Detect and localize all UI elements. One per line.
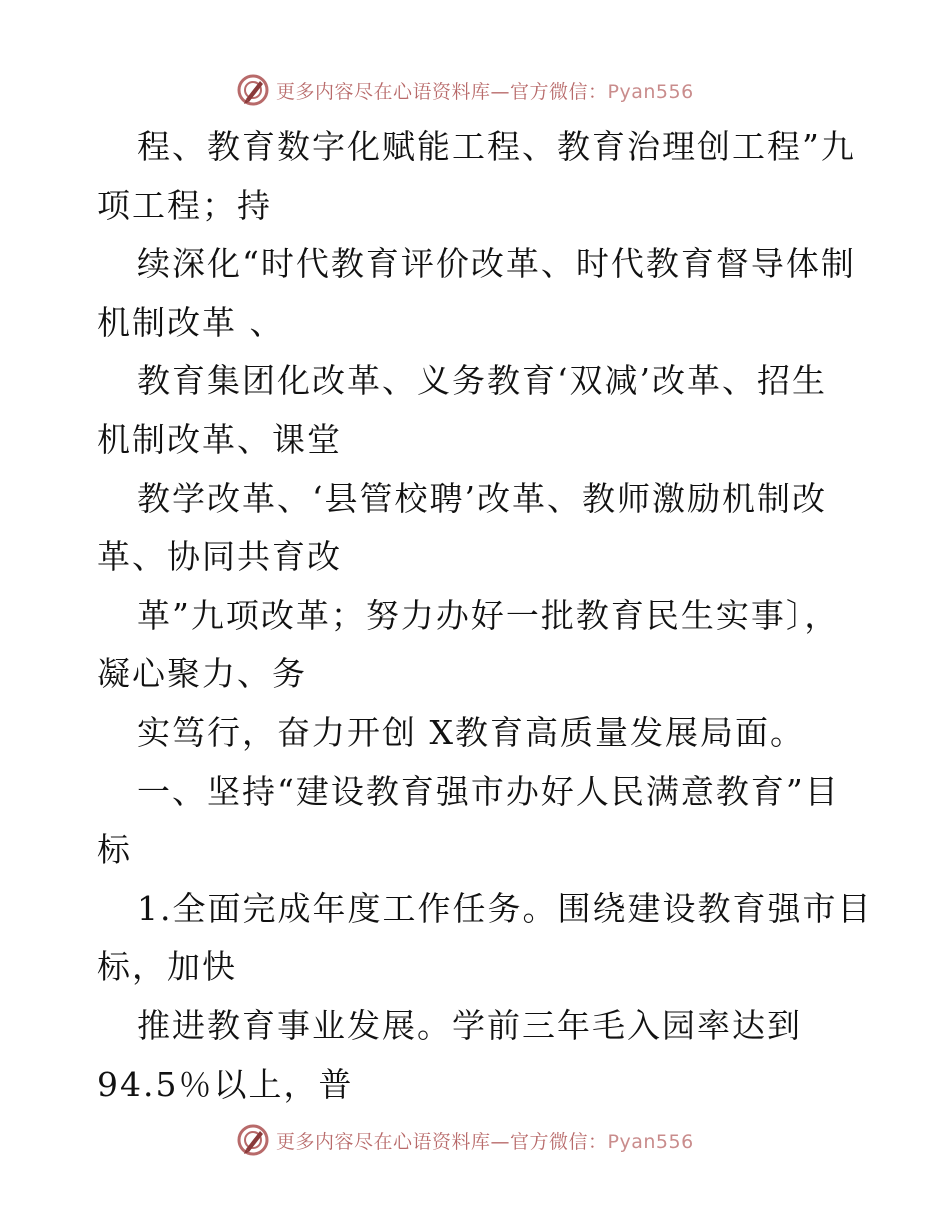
text-line: 一、坚持“建设教育强市办好人民满意教育”目 (137, 771, 840, 811)
document-body (97, 118, 873, 1114)
pen-circle-logo-icon (236, 73, 270, 107)
footer-watermark (236, 1122, 756, 1158)
text-line: 94.5％以上，普 (97, 1064, 354, 1104)
watermark-handle: Pyan556 (607, 1130, 694, 1153)
pen-circle-logo-icon (236, 1123, 270, 1157)
text-line: 教学改革、‘县管校聘’改革、教师激励机制改 (137, 478, 827, 518)
text-line: 革”九项改革；努力办好一批教育民生实事〕， (137, 595, 840, 635)
text-line: 标，加快 (97, 947, 237, 987)
watermark-handle: Pyan556 (607, 80, 694, 103)
text-line: 机制改革 、 (97, 302, 285, 342)
text-line: 推进教育事业发展。学前三年毛入园率达到 (137, 1005, 802, 1045)
text-line: 1.全面完成年度工作任务。围绕建设教育强市目 (137, 888, 873, 928)
watermark-text: 更多内容尽在心语资料库—官方微信：Pyan556 (276, 80, 694, 103)
header-watermark (236, 72, 756, 108)
text-line: 教育集团化改革、义务教育‘双减’改革、招生 (137, 361, 827, 401)
text-line: 革、协同共育改 (97, 537, 342, 577)
text-line: 机制改革、课堂 (97, 419, 342, 459)
text-line: 凝心聚力、务 (97, 654, 307, 694)
text-line: 实笃行，奋力开创 X教育高质量发展局面。 (137, 712, 805, 752)
text-line: 标 (97, 830, 132, 870)
text-line: 程、教育数字化赋能工程、教育治理创工程”九 (137, 127, 856, 166)
watermark-text: 更多内容尽在心语资料库—官方微信：Pyan556 (276, 1130, 694, 1153)
text-line: 项工程；持 (97, 185, 272, 225)
text-line: 续深化“时代教育评价改革、时代教育督导体制 (137, 244, 856, 284)
